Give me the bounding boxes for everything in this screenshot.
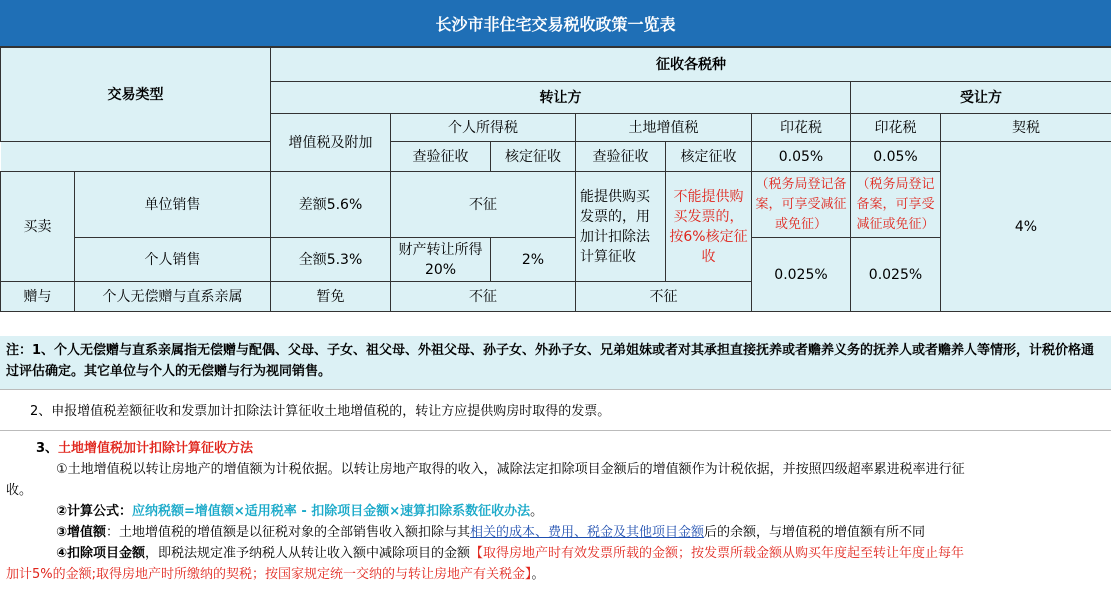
header-taxes: 征收各税种: [271, 48, 1111, 82]
note-3-number: 3、: [36, 441, 59, 456]
row-buy-sell: 买卖: [1, 172, 75, 282]
note-1: [0, 336, 1111, 390]
header-buyer: 受让方: [851, 82, 1111, 114]
deduction-red-cont: 加计5%的金额;取得房地产时所缴纳的契税；按国家规定统一交纳的与转让房地产有关税金】: [6, 567, 532, 582]
note-2: 2、申报增值税差额征收和发票加计扣除法计算征收土地增值税的，转让方应提供购房时取得的发票。: [0, 391, 1111, 431]
header-lat-check: 查验征收: [576, 142, 666, 172]
stamp-seller-person: 0.025%: [752, 238, 851, 312]
gift-vat: 暂免: [271, 282, 391, 312]
blank-cell: [1, 142, 271, 172]
increment-text-b: 后的余额，与增值税的增值额有所不同: [704, 525, 926, 540]
deduction-red: 【取得房地产时有效发票所载的金额；按发票所载金额从购买年度起至转让年度止每年: [470, 546, 965, 561]
note-1-text: 注：1、个人无偿赠与直系亲属指无偿赠与配偶、父母、子女、祖父母、外祖父母、孙子女、外孙子女、兄弟姐妹或者对其承担直接抚养或者赡养义务的抚养人或者赡养人等情形，计税价格通过评估确定。其它单位与个人的无偿赠与行为视同销售。: [6, 343, 1095, 379]
note-3-para-2: [6, 501, 1105, 522]
note-3-heading: [6, 438, 1105, 459]
header-lat-fixed: 核定征收: [666, 142, 752, 172]
header-vat: 增值税及附加: [271, 114, 391, 172]
person-iit-fixed: 2%: [491, 238, 576, 282]
stamp-buyer-person: 0.025%: [851, 238, 941, 312]
header-stamp-buyer: 印花税: [851, 114, 941, 142]
formula: 应纳税额=增值额×适用税率 - 扣除项目金额×速算扣除系数征收办法: [132, 504, 531, 519]
corp-iit: 不征: [391, 172, 576, 238]
note-3: [0, 432, 1111, 606]
deed-rate: 4%: [941, 142, 1111, 312]
header-iit-fixed: 核定征收: [491, 142, 576, 172]
stamp-buyer-note: （税务局登记备案，可享受减征或免征）: [851, 172, 941, 238]
notes-section: [0, 336, 1111, 606]
note-3-para-4: [6, 543, 1105, 564]
person-vat: 全额5.3%: [271, 238, 391, 282]
header-seller: 转让方: [271, 82, 851, 114]
header-stamp-seller: 印花税: [752, 114, 851, 142]
note-3-para-4-cont: [6, 564, 1105, 585]
header-lat: 土地增值税: [576, 114, 752, 142]
note-3-para-1-cont: 收。: [6, 483, 33, 498]
header-deed: 契税: [941, 114, 1111, 142]
increment-link[interactable]: 相关的成本、费用、税金及其他项目金额: [470, 525, 705, 540]
increment-label: ③增值额: [56, 525, 107, 540]
lat-noinvoice: 不能提供购买发票的，按6%核定征收: [666, 172, 752, 282]
lat-invoice: 能提供购买发票的，用加计扣除法计算征收: [576, 172, 666, 282]
row-corp-sale: 单位销售: [75, 172, 271, 238]
gift-iit: 不征: [391, 282, 576, 312]
increment-text-a: ：土地增值税的增值额是以征税对象的全部销售收入额扣除与其: [106, 525, 471, 540]
tax-table: [0, 47, 1111, 312]
note-3-title: 土地增值税加计扣除计算征收方法: [58, 441, 254, 456]
stamp-seller-note: （税务局登记备案，可享受减征或免征）: [752, 172, 851, 238]
note-3-para-1: ①土地增值税以转让房地产的增值额为计税依据。以转让房地产取得的收入，减除法定扣除项目金额后的增值额作为计税依据，并按照四级超率累进税率进行征: [56, 462, 965, 477]
deduction-label: ④扣除项目金额: [56, 546, 146, 561]
deduction-end: 。: [531, 567, 545, 582]
row-gift-kin: 个人无偿赠与直系亲属: [75, 282, 271, 312]
row-person-sale: 个人销售: [75, 238, 271, 282]
corp-vat: 差额5.6%: [271, 172, 391, 238]
header-iit: 个人所得税: [391, 114, 576, 142]
note-3-para-3: [6, 522, 1105, 543]
deduction-text: ，即税法规定准予纳税人从转让收入额中减除项目的金额: [145, 546, 471, 561]
stamp-buyer-rate: 0.05%: [851, 142, 941, 172]
formula-label: ②计算公式：: [56, 504, 133, 519]
stamp-seller-rate: 0.05%: [752, 142, 851, 172]
header-iit-check: 查验征收: [391, 142, 491, 172]
header-trade-type: 交易类型: [1, 48, 271, 142]
sheet-title: 长沙市非住宅交易税收政策一览表: [0, 0, 1111, 47]
gift-lat: 不征: [576, 282, 752, 312]
formula-end: 。: [530, 504, 544, 519]
person-iit-check: 财产转让所得20%: [391, 238, 491, 282]
row-gift: 赠与: [1, 282, 75, 312]
